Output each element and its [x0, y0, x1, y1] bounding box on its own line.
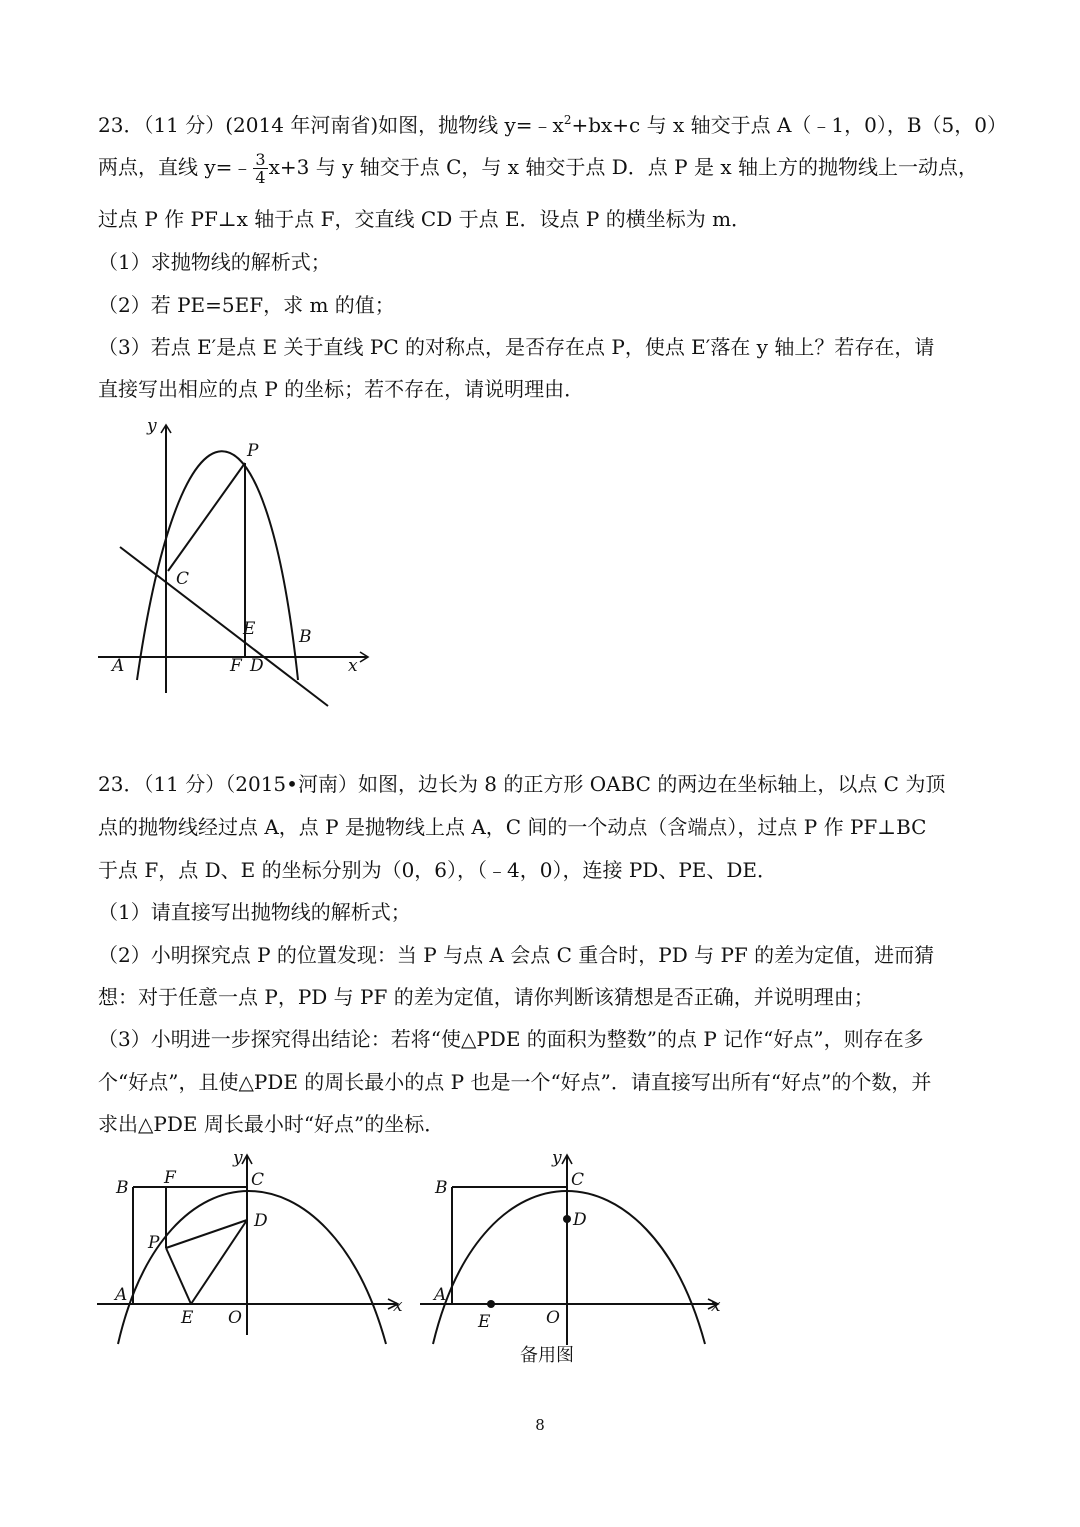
label-c: C	[571, 1170, 585, 1190]
problem2-line2: 点的抛物线经过点 A，点 P 是抛物线上点 A，C 间的一个动点（含端点），过点 P 作 PF⊥BC	[98, 815, 927, 839]
point-e	[487, 1300, 495, 1308]
problem1-question3a: （3）若点 E′是点 E 关于直线 PC 的对称点，是否存在点 P，使点 E′落在 y 轴上？若存在，请	[98, 335, 935, 359]
point-d	[563, 1215, 571, 1223]
label-o: O	[546, 1308, 560, 1328]
label-o: O	[228, 1308, 242, 1328]
label-b: B	[116, 1178, 129, 1198]
problem2-question1: （1）请直接写出抛物线的解析式；	[98, 900, 411, 924]
problem1-question2: （2）若 PE=5EF，求 m 的值；	[98, 293, 395, 317]
label-y: y	[552, 1148, 562, 1168]
label-x: x	[711, 1296, 721, 1316]
problem2-question3c: 求出△PDE 周长最小时“好点”的坐标．	[98, 1112, 445, 1136]
problem2-line1: 23．（11 分）（2015•河南）如图，边长为 8 的正方形 OABC 的两边在坐标轴上，以点 C 为顶	[98, 772, 946, 796]
label-x: x	[393, 1296, 403, 1316]
label-p: P	[247, 441, 259, 461]
page-number: 8	[535, 1416, 545, 1434]
parabola	[433, 1191, 705, 1344]
problem1-question3b: 直接写出相应的点 P 的坐标；若不存在，请说明理由．	[98, 377, 585, 401]
problem2-question3a: （3）小明进一步探究得出结论：若将“使△PDE 的面积为整数”的点 P 记作“好点”，则存在多	[98, 1027, 924, 1051]
label-x: x	[348, 656, 358, 676]
label-c: C	[176, 569, 190, 589]
problem2-line3: 于点 F，点 D、E 的坐标分别为（0，6），（﹣4，0），连接 PD、PE、DE．	[98, 858, 778, 882]
figure-caption: 备用图	[520, 1345, 574, 1366]
label-e: E	[478, 1312, 491, 1332]
label-f: F	[230, 656, 242, 676]
problem1-question1: （1）求抛物线的解析式；	[98, 250, 331, 274]
fraction: $\frac{3}{4}$	[255, 150, 266, 187]
label-y: y	[233, 1148, 243, 1168]
label-d: D	[573, 1210, 587, 1230]
label-d: D	[250, 656, 264, 676]
label-y: y	[147, 416, 157, 436]
problem2-question2a: （2）小明探究点 P 的位置发现：当 P 与点 A 会点 C 重合时，PD 与 PF 的差为定值，进而猜	[98, 943, 935, 967]
label-b: B	[299, 627, 312, 647]
label-d: D	[254, 1211, 268, 1231]
problem2-question3b: 个“好点”，且使△PDE 的周长最小的点 P 也是一个“好点”．请直接写出所有“好点”的个数，并	[98, 1070, 932, 1094]
label-b: B	[435, 1178, 448, 1198]
label-p: P	[148, 1233, 160, 1253]
label-a: A	[434, 1285, 447, 1305]
problem1-line1: 23．（11 分）(2014 年河南省)如图，抛物线 $y=﹣x^2+bx+c$ 与 x 轴交于点 A（﹣1，0），B（5，0）	[98, 113, 1007, 137]
label-a: A	[112, 656, 125, 676]
label-f: F	[164, 1168, 176, 1188]
problem2-question2b: 想：对于任意一点 P，PD 与 PF 的差为定值，请你判断该猜想是否正确，并说明理由；	[98, 985, 874, 1009]
label-e: E	[243, 619, 256, 639]
label-a: A	[115, 1285, 128, 1305]
problem1-line3: 过点 P 作 PF⊥x 轴于点 F，交直线 CD 于点 E．设点 P 的横坐标为 m．	[98, 207, 752, 231]
label-e: E	[181, 1308, 194, 1328]
label-c: C	[251, 1170, 265, 1190]
problem1-line2: 两点，直线 y=﹣ $\frac{3}{4}$ x+3 与 y 轴交于点 C，与 x 轴交于点 D．点 P 是 x 轴上方的抛物线上一动点，	[98, 150, 978, 187]
